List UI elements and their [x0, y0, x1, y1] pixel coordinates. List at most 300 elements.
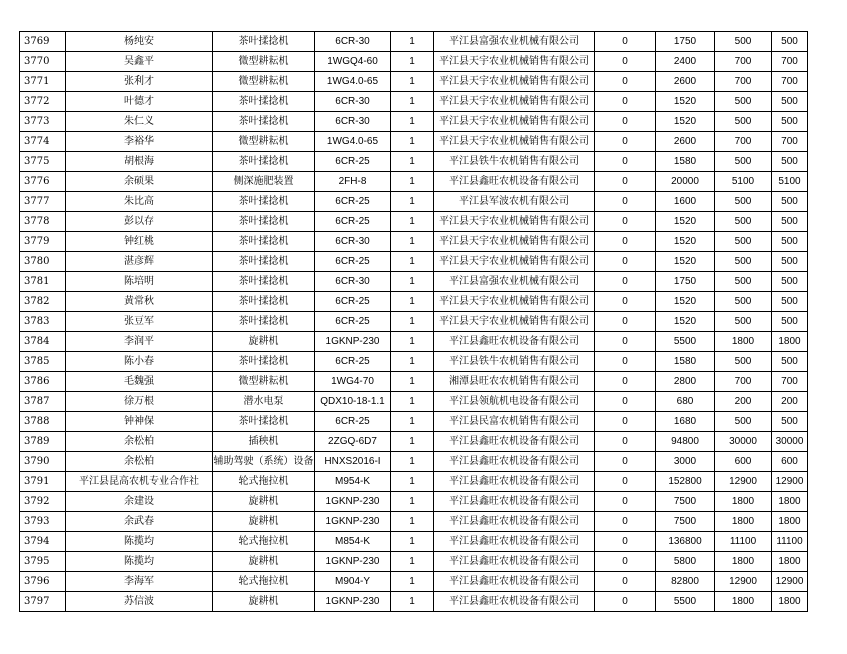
table-row: [20, 232, 808, 252]
dealer-cell: 平江县天宇农业机械销售有限公司: [434, 92, 595, 112]
col7-cell: 0: [595, 332, 656, 352]
subsidy-cell: 500: [715, 232, 772, 252]
serial-number-cell: 3780: [20, 252, 66, 272]
machine-type-cell: 轮式拖拉机: [213, 532, 315, 552]
model-cell: 1WG4.0-65: [315, 72, 391, 92]
table-row: [20, 72, 808, 92]
serial-number-cell: 3790: [20, 452, 66, 472]
col7-cell: 0: [595, 492, 656, 512]
dealer-cell: 平江县富强农业机械有限公司: [434, 32, 595, 52]
subsidy-cell: 12900: [715, 472, 772, 492]
table-row: [20, 452, 808, 472]
quantity-cell: 1: [391, 252, 434, 272]
model-cell: 6CR-25: [315, 212, 391, 232]
subsidy-total-cell: 500: [772, 232, 808, 252]
model-cell: 6CR-30: [315, 272, 391, 292]
dealer-cell: 平江县富强农业机械有限公司: [434, 272, 595, 292]
model-cell: 6CR-25: [315, 252, 391, 272]
price-cell: 1520: [656, 312, 715, 332]
dealer-cell: 平江县鑫旺农机设备有限公司: [434, 572, 595, 592]
subsidy-cell: 500: [715, 112, 772, 132]
dealer-cell: 平江县鑫旺农机设备有限公司: [434, 532, 595, 552]
col7-cell: 0: [595, 372, 656, 392]
subsidy-total-cell: 11100: [772, 532, 808, 552]
subsidy-total-cell: 1800: [772, 492, 808, 512]
serial-number-cell: 3779: [20, 232, 66, 252]
machine-type-cell: 茶叶揉捻机: [213, 272, 315, 292]
price-cell: 20000: [656, 172, 715, 192]
dealer-cell: 平江县天宇农业机械销售有限公司: [434, 52, 595, 72]
subsidy-cell: 500: [715, 212, 772, 232]
dealer-cell: 平江县天宇农业机械销售有限公司: [434, 212, 595, 232]
buyer-name-cell: 陈培明: [66, 272, 213, 292]
subsidy-total-cell: 500: [772, 252, 808, 272]
quantity-cell: 1: [391, 172, 434, 192]
price-cell: 2600: [656, 72, 715, 92]
buyer-name-cell: 杨纯安: [66, 32, 213, 52]
model-cell: 6CR-30: [315, 232, 391, 252]
col7-cell: 0: [595, 512, 656, 532]
price-cell: 1750: [656, 272, 715, 292]
subsidy-cell: 500: [715, 412, 772, 432]
price-cell: 7500: [656, 492, 715, 512]
dealer-cell: 平江县民富农机销售有限公司: [434, 412, 595, 432]
dealer-cell: 平江县天宇农业机械销售有限公司: [434, 252, 595, 272]
table-row: [20, 372, 808, 392]
machine-type-cell: 茶叶揉捻机: [213, 232, 315, 252]
subsidy-total-cell: 1800: [772, 332, 808, 352]
subsidy-total-cell: 30000: [772, 432, 808, 452]
machine-type-cell: 茶叶揉捻机: [213, 312, 315, 332]
subsidy-cell: 500: [715, 292, 772, 312]
buyer-name-cell: 朱仁义: [66, 112, 213, 132]
model-cell: 6CR-25: [315, 312, 391, 332]
buyer-name-cell: 李润平: [66, 332, 213, 352]
dealer-cell: 平江县鑫旺农机设备有限公司: [434, 472, 595, 492]
subsidy-total-cell: 1800: [772, 552, 808, 572]
machine-type-cell: 微型耕耘机: [213, 72, 315, 92]
serial-number-cell: 3781: [20, 272, 66, 292]
dealer-cell: 平江县铁牛农机销售有限公司: [434, 352, 595, 372]
model-cell: 6CR-30: [315, 112, 391, 132]
model-cell: 6CR-25: [315, 412, 391, 432]
model-cell: 1GKNP-230: [315, 552, 391, 572]
col7-cell: 0: [595, 112, 656, 132]
price-cell: 1520: [656, 92, 715, 112]
col7-cell: 0: [595, 472, 656, 492]
serial-number-cell: 3770: [20, 52, 66, 72]
subsidy-total-cell: 1800: [772, 512, 808, 532]
subsidy-table: [19, 31, 808, 612]
serial-number-cell: 3782: [20, 292, 66, 312]
subsidy-cell: 1800: [715, 512, 772, 532]
machine-type-cell: 茶叶揉捻机: [213, 152, 315, 172]
buyer-name-cell: 张利才: [66, 72, 213, 92]
subsidy-cell: 200: [715, 392, 772, 412]
subsidy-cell: 700: [715, 72, 772, 92]
dealer-cell: 平江县鑫旺农机设备有限公司: [434, 552, 595, 572]
machine-type-cell: 旋耕机: [213, 492, 315, 512]
machine-type-cell: 微型耕耘机: [213, 52, 315, 72]
table-row: [20, 412, 808, 432]
subsidy-cell: 1800: [715, 552, 772, 572]
price-cell: 1680: [656, 412, 715, 432]
machine-type-cell: 茶叶揉捻机: [213, 112, 315, 132]
dealer-cell: 平江县天宇农业机械销售有限公司: [434, 112, 595, 132]
col7-cell: 0: [595, 52, 656, 72]
quantity-cell: 1: [391, 72, 434, 92]
price-cell: 82800: [656, 572, 715, 592]
buyer-name-cell: 张豆军: [66, 312, 213, 332]
col7-cell: 0: [595, 412, 656, 432]
col7-cell: 0: [595, 452, 656, 472]
serial-number-cell: 3788: [20, 412, 66, 432]
dealer-cell: 平江县鑫旺农机设备有限公司: [434, 492, 595, 512]
model-cell: 1WG4.0-65: [315, 132, 391, 152]
price-cell: 136800: [656, 532, 715, 552]
model-cell: 1WGQ4-60: [315, 52, 391, 72]
price-cell: 1520: [656, 252, 715, 272]
machine-type-cell: 茶叶揉捻机: [213, 32, 315, 52]
machine-type-cell: 旋耕机: [213, 332, 315, 352]
col7-cell: 0: [595, 232, 656, 252]
table-row: [20, 52, 808, 72]
machine-type-cell: 微型耕耘机: [213, 132, 315, 152]
buyer-name-cell: 朱比高: [66, 192, 213, 212]
machine-type-cell: 茶叶揉捻机: [213, 192, 315, 212]
col7-cell: 0: [595, 252, 656, 272]
subsidy-total-cell: 500: [772, 212, 808, 232]
price-cell: 5500: [656, 592, 715, 612]
table-row: [20, 592, 808, 612]
table-row: [20, 352, 808, 372]
model-cell: 6CR-25: [315, 292, 391, 312]
model-cell: 6CR-25: [315, 152, 391, 172]
subsidy-total-cell: 5100: [772, 172, 808, 192]
buyer-name-cell: 彭以存: [66, 212, 213, 232]
col7-cell: 0: [595, 572, 656, 592]
subsidy-total-cell: 500: [772, 312, 808, 332]
col7-cell: 0: [595, 132, 656, 152]
table-row: [20, 212, 808, 232]
dealer-cell: 平江县天宇农业机械销售有限公司: [434, 132, 595, 152]
table-row: [20, 472, 808, 492]
serial-number-cell: 3787: [20, 392, 66, 412]
serial-number-cell: 3774: [20, 132, 66, 152]
table-row: [20, 32, 808, 52]
table-row: [20, 152, 808, 172]
quantity-cell: 1: [391, 552, 434, 572]
quantity-cell: 1: [391, 412, 434, 432]
subsidy-total-cell: 200: [772, 392, 808, 412]
dealer-cell: 平江县鑫旺农机设备有限公司: [434, 172, 595, 192]
subsidy-cell: 30000: [715, 432, 772, 452]
subsidy-total-cell: 700: [772, 372, 808, 392]
machine-type-cell: 旋耕机: [213, 512, 315, 532]
table-row: [20, 312, 808, 332]
table-row: [20, 332, 808, 352]
dealer-cell: 平江县鑫旺农机设备有限公司: [434, 592, 595, 612]
subsidy-total-cell: 12900: [772, 572, 808, 592]
price-cell: 5800: [656, 552, 715, 572]
serial-number-cell: 3797: [20, 592, 66, 612]
serial-number-cell: 3794: [20, 532, 66, 552]
table-row: [20, 572, 808, 592]
quantity-cell: 1: [391, 592, 434, 612]
col7-cell: 0: [595, 192, 656, 212]
model-cell: M904-Y: [315, 572, 391, 592]
buyer-name-cell: 毛魏强: [66, 372, 213, 392]
col7-cell: 0: [595, 32, 656, 52]
serial-number-cell: 3775: [20, 152, 66, 172]
buyer-name-cell: 黄常秋: [66, 292, 213, 312]
subsidy-total-cell: 500: [772, 92, 808, 112]
serial-number-cell: 3771: [20, 72, 66, 92]
dealer-cell: 平江县天宇农业机械销售有限公司: [434, 292, 595, 312]
col7-cell: 0: [595, 292, 656, 312]
subsidy-cell: 500: [715, 92, 772, 112]
price-cell: 94800: [656, 432, 715, 452]
machine-type-cell: 微型耕耘机: [213, 372, 315, 392]
price-cell: 2400: [656, 52, 715, 72]
dealer-cell: 平江县天宇农业机械销售有限公司: [434, 312, 595, 332]
subsidy-cell: 500: [715, 152, 772, 172]
subsidy-cell: 1800: [715, 492, 772, 512]
price-cell: 680: [656, 392, 715, 412]
subsidy-total-cell: 12900: [772, 472, 808, 492]
price-cell: 1750: [656, 32, 715, 52]
buyer-name-cell: 徐万根: [66, 392, 213, 412]
machine-type-cell: 轮式拖拉机: [213, 572, 315, 592]
buyer-name-cell: 平江县昆高农机专业合作社: [66, 472, 213, 492]
col7-cell: 0: [595, 72, 656, 92]
buyer-name-cell: 胡根海: [66, 152, 213, 172]
serial-number-cell: 3785: [20, 352, 66, 372]
table-row: [20, 252, 808, 272]
subsidy-total-cell: 500: [772, 272, 808, 292]
subsidy-cell: 700: [715, 52, 772, 72]
machine-type-cell: 插秧机: [213, 432, 315, 452]
dealer-cell: 平江县鑫旺农机设备有限公司: [434, 452, 595, 472]
dealer-cell: 平江县军波农机有限公司: [434, 192, 595, 212]
model-cell: 6CR-25: [315, 192, 391, 212]
table-row: [20, 552, 808, 572]
quantity-cell: 1: [391, 32, 434, 52]
buyer-name-cell: 李海军: [66, 572, 213, 592]
model-cell: 6CR-30: [315, 92, 391, 112]
subsidy-cell: 1800: [715, 332, 772, 352]
subsidy-cell: 700: [715, 132, 772, 152]
machine-type-cell: 旋耕机: [213, 592, 315, 612]
col7-cell: 0: [595, 552, 656, 572]
subsidy-total-cell: 500: [772, 152, 808, 172]
subsidy-total-cell: 600: [772, 452, 808, 472]
quantity-cell: 1: [391, 132, 434, 152]
price-cell: 1520: [656, 232, 715, 252]
col7-cell: 0: [595, 592, 656, 612]
col7-cell: 0: [595, 92, 656, 112]
subsidy-cell: 500: [715, 312, 772, 332]
dealer-cell: 平江县铁牛农机销售有限公司: [434, 152, 595, 172]
subsidy-total-cell: 700: [772, 72, 808, 92]
subsidy-cell: 500: [715, 192, 772, 212]
subsidy-cell: 500: [715, 32, 772, 52]
price-cell: 1580: [656, 152, 715, 172]
price-cell: 7500: [656, 512, 715, 532]
col7-cell: 0: [595, 432, 656, 452]
price-cell: 152800: [656, 472, 715, 492]
buyer-name-cell: 叶德才: [66, 92, 213, 112]
quantity-cell: 1: [391, 532, 434, 552]
quantity-cell: 1: [391, 292, 434, 312]
price-cell: 1600: [656, 192, 715, 212]
dealer-cell: 湘潭县旺农农机销售有限公司: [434, 372, 595, 392]
serial-number-cell: 3796: [20, 572, 66, 592]
quantity-cell: 1: [391, 492, 434, 512]
subsidy-total-cell: 700: [772, 132, 808, 152]
subsidy-cell: 12900: [715, 572, 772, 592]
quantity-cell: 1: [391, 392, 434, 412]
col7-cell: 0: [595, 272, 656, 292]
model-cell: 6CR-25: [315, 352, 391, 372]
subsidy-cell: 600: [715, 452, 772, 472]
serial-number-cell: 3772: [20, 92, 66, 112]
machine-type-cell: 茶叶揉捻机: [213, 412, 315, 432]
table-row: [20, 532, 808, 552]
machine-type-cell: 茶叶揉捻机: [213, 352, 315, 372]
serial-number-cell: 3783: [20, 312, 66, 332]
serial-number-cell: 3795: [20, 552, 66, 572]
serial-number-cell: 3791: [20, 472, 66, 492]
buyer-name-cell: 陈揽均: [66, 532, 213, 552]
quantity-cell: 1: [391, 192, 434, 212]
quantity-cell: 1: [391, 272, 434, 292]
dealer-cell: 平江县天宇农业机械销售有限公司: [434, 232, 595, 252]
subsidy-total-cell: 1800: [772, 592, 808, 612]
table-row: [20, 392, 808, 412]
model-cell: QDX10-18-1.1: [315, 392, 391, 412]
col7-cell: 0: [595, 312, 656, 332]
model-cell: 1GKNP-230: [315, 512, 391, 532]
buyer-name-cell: 李裕华: [66, 132, 213, 152]
price-cell: 5500: [656, 332, 715, 352]
quantity-cell: 1: [391, 372, 434, 392]
quantity-cell: 1: [391, 432, 434, 452]
table-row: [20, 272, 808, 292]
serial-number-cell: 3769: [20, 32, 66, 52]
machine-type-cell: 潜水电泵: [213, 392, 315, 412]
price-cell: 1520: [656, 112, 715, 132]
quantity-cell: 1: [391, 112, 434, 132]
quantity-cell: 1: [391, 232, 434, 252]
col7-cell: 0: [595, 352, 656, 372]
price-cell: 1580: [656, 352, 715, 372]
machine-type-cell: 旋耕机: [213, 552, 315, 572]
buyer-name-cell: 陈揽均: [66, 552, 213, 572]
dealer-cell: 平江县鑫旺农机设备有限公司: [434, 332, 595, 352]
machine-type-cell: 轮式拖拉机: [213, 472, 315, 492]
table-row: [20, 292, 808, 312]
machine-type-cell: 茶叶揉捻机: [213, 212, 315, 232]
model-cell: 6CR-30: [315, 32, 391, 52]
quantity-cell: 1: [391, 212, 434, 232]
buyer-name-cell: 钟神保: [66, 412, 213, 432]
table-row: [20, 132, 808, 152]
serial-number-cell: 3792: [20, 492, 66, 512]
subsidy-cell: 500: [715, 272, 772, 292]
dealer-cell: 平江县领航机电设备有限公司: [434, 392, 595, 412]
subsidy-cell: 700: [715, 372, 772, 392]
buyer-name-cell: 陈小春: [66, 352, 213, 372]
subsidy-cell: 1800: [715, 592, 772, 612]
model-cell: M854-K: [315, 532, 391, 552]
dealer-cell: 平江县天宇农业机械销售有限公司: [434, 72, 595, 92]
price-cell: 3000: [656, 452, 715, 472]
col7-cell: 0: [595, 152, 656, 172]
quantity-cell: 1: [391, 92, 434, 112]
quantity-cell: 1: [391, 452, 434, 472]
col7-cell: 0: [595, 392, 656, 412]
quantity-cell: 1: [391, 332, 434, 352]
model-cell: M954-K: [315, 472, 391, 492]
buyer-name-cell: 余硕果: [66, 172, 213, 192]
model-cell: 1GKNP-230: [315, 332, 391, 352]
col7-cell: 0: [595, 532, 656, 552]
buyer-name-cell: 钟红桃: [66, 232, 213, 252]
model-cell: 2FH-8: [315, 172, 391, 192]
table-row: [20, 92, 808, 112]
price-cell: 1520: [656, 212, 715, 232]
model-cell: HNXS2016-I: [315, 452, 391, 472]
subsidy-total-cell: 500: [772, 292, 808, 312]
model-cell: 1WG4-70: [315, 372, 391, 392]
model-cell: 2ZGQ-6D7: [315, 432, 391, 452]
subsidy-total-cell: 500: [772, 192, 808, 212]
serial-number-cell: 3793: [20, 512, 66, 532]
quantity-cell: 1: [391, 352, 434, 372]
serial-number-cell: 3777: [20, 192, 66, 212]
subsidy-total-cell: 700: [772, 52, 808, 72]
buyer-name-cell: 湛彦辉: [66, 252, 213, 272]
subsidy-cell: 500: [715, 352, 772, 372]
col7-cell: 0: [595, 212, 656, 232]
dealer-cell: 平江县鑫旺农机设备有限公司: [434, 432, 595, 452]
serial-number-cell: 3789: [20, 432, 66, 452]
table-row: [20, 512, 808, 532]
serial-number-cell: 3776: [20, 172, 66, 192]
subsidy-total-cell: 500: [772, 352, 808, 372]
model-cell: 1GKNP-230: [315, 592, 391, 612]
table-row: [20, 172, 808, 192]
machine-type-cell: 茶叶揉捻机: [213, 292, 315, 312]
quantity-cell: 1: [391, 472, 434, 492]
dealer-cell: 平江县鑫旺农机设备有限公司: [434, 512, 595, 532]
subsidy-total-cell: 500: [772, 112, 808, 132]
price-cell: 1520: [656, 292, 715, 312]
buyer-name-cell: 吴鑫平: [66, 52, 213, 72]
quantity-cell: 1: [391, 572, 434, 592]
table-row: [20, 492, 808, 512]
quantity-cell: 1: [391, 52, 434, 72]
subsidy-total-cell: 500: [772, 32, 808, 52]
machine-type-cell: 侧深施肥装置: [213, 172, 315, 192]
serial-number-cell: 3773: [20, 112, 66, 132]
machine-type-cell: 茶叶揉捻机: [213, 92, 315, 112]
subsidy-total-cell: 500: [772, 412, 808, 432]
price-cell: 2600: [656, 132, 715, 152]
serial-number-cell: 3786: [20, 372, 66, 392]
quantity-cell: 1: [391, 312, 434, 332]
